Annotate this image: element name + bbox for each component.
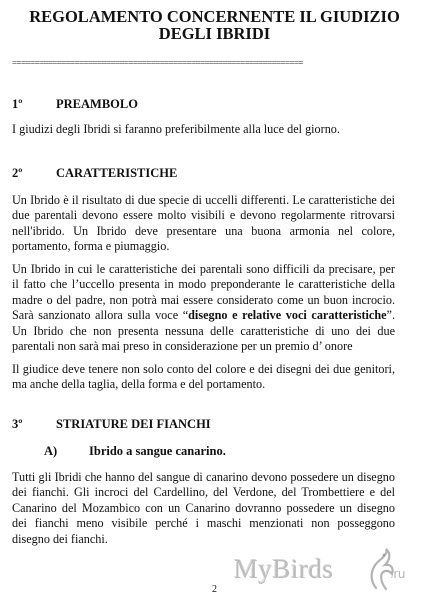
text-line: Un Ibrido che non presenta nessuna delle caratteristiche di uno dei due: [12, 323, 395, 338]
document-title-line-1: REGOLAMENTO CONCERNENTE IL GIUDIZIO: [29, 7, 400, 26]
text-line: Tutti gli Ibridi che hanno del sangue di canarino devono possedere un disegno: [12, 470, 395, 484]
section-1-paragraph: [12, 122, 395, 137]
text-line: Canarino del Mozambico con un Canarino dovranno possedere un disegno: [12, 500, 395, 515]
section-2-paragraph-3: [12, 362, 395, 393]
section-2-paragraph-2: [12, 262, 395, 354]
section-3-title: STRIATURE DEI FIANCHI: [56, 417, 211, 431]
subsection-a-letter: A): [44, 444, 58, 458]
text-line: nell'ibrido. Un Ibrido deve presentare una buona armonia nel colore,: [12, 223, 395, 238]
section-1-heading: [12, 97, 312, 111]
section-2-title: CARATTERISTICHE: [56, 166, 178, 180]
watermark-text: MyBirds: [234, 554, 334, 584]
text-line-with-emphasis: [12, 308, 395, 323]
text-line: Il giudice deve tenere non solo conto del colore e dei disegni dei due genitori,: [12, 362, 395, 376]
text-line: disegno dei fianchi.: [12, 531, 108, 546]
text-line: il fatto che l’uccello presenta in modo preponderante le caratteristiche della: [12, 277, 395, 292]
text-line: I giudizi degli Ibridi si faranno preferibilmente alla luce del giorno.: [12, 122, 340, 136]
text-line: dei fianchi. Gli incroci del Cardellino, del Verdone, del Trombettiere e del: [12, 485, 395, 500]
watermark-suffix: .ru: [390, 566, 406, 581]
section-2-paragraph-1: [12, 193, 395, 255]
page-number: 2: [212, 584, 217, 595]
text-line: portamento, forma e piumaggio.: [12, 239, 170, 254]
section-2-heading: [12, 166, 312, 180]
section-3-heading: [12, 417, 312, 431]
text-line: parentali non sarà mai preso in considerazione per un premio d’ onore: [12, 339, 353, 354]
section-2-number: 2º: [12, 166, 23, 180]
text-line: due parentali devono essere molto visibili e devono regolarmente ritrovarsi: [12, 208, 395, 223]
text-line: Un Ibrido è il risultato di due specie di uccelli differenti. Le caratteristiche dei: [12, 193, 395, 207]
section-3-paragraph: [12, 470, 395, 547]
section-1-number: 1º: [12, 97, 23, 111]
text-segment: Sarà sanzionato allora sulla voce “: [12, 308, 189, 323]
watermark: [230, 548, 425, 598]
separator-rule: =================================================================: [12, 58, 303, 68]
subsection-a-heading: [44, 444, 344, 458]
section-1-title: PREAMBOLO: [56, 97, 138, 111]
text-segment: ”.: [386, 308, 395, 323]
text-line: Un Ibrido in cui le caratteristiche dei parentali sono difficili da precisare, per: [12, 262, 395, 276]
subsection-a-title: Ibrido a sangue canarino.: [89, 444, 226, 458]
text-line: madre o del padre, non potrà mai essere considerato come un buon incrocio.: [12, 292, 395, 307]
section-3-number: 3º: [12, 417, 23, 431]
bold-phrase: disegno e relative voci caratteristiche: [188, 308, 387, 323]
text-line: dei fianchi meno visibile perché i maschi menzionati non posseggono: [12, 516, 395, 531]
text-line: ma anche della taglia, della forma e del portamento.: [12, 377, 266, 392]
document-title-line-2: DEGLI IBRIDI: [158, 24, 271, 43]
